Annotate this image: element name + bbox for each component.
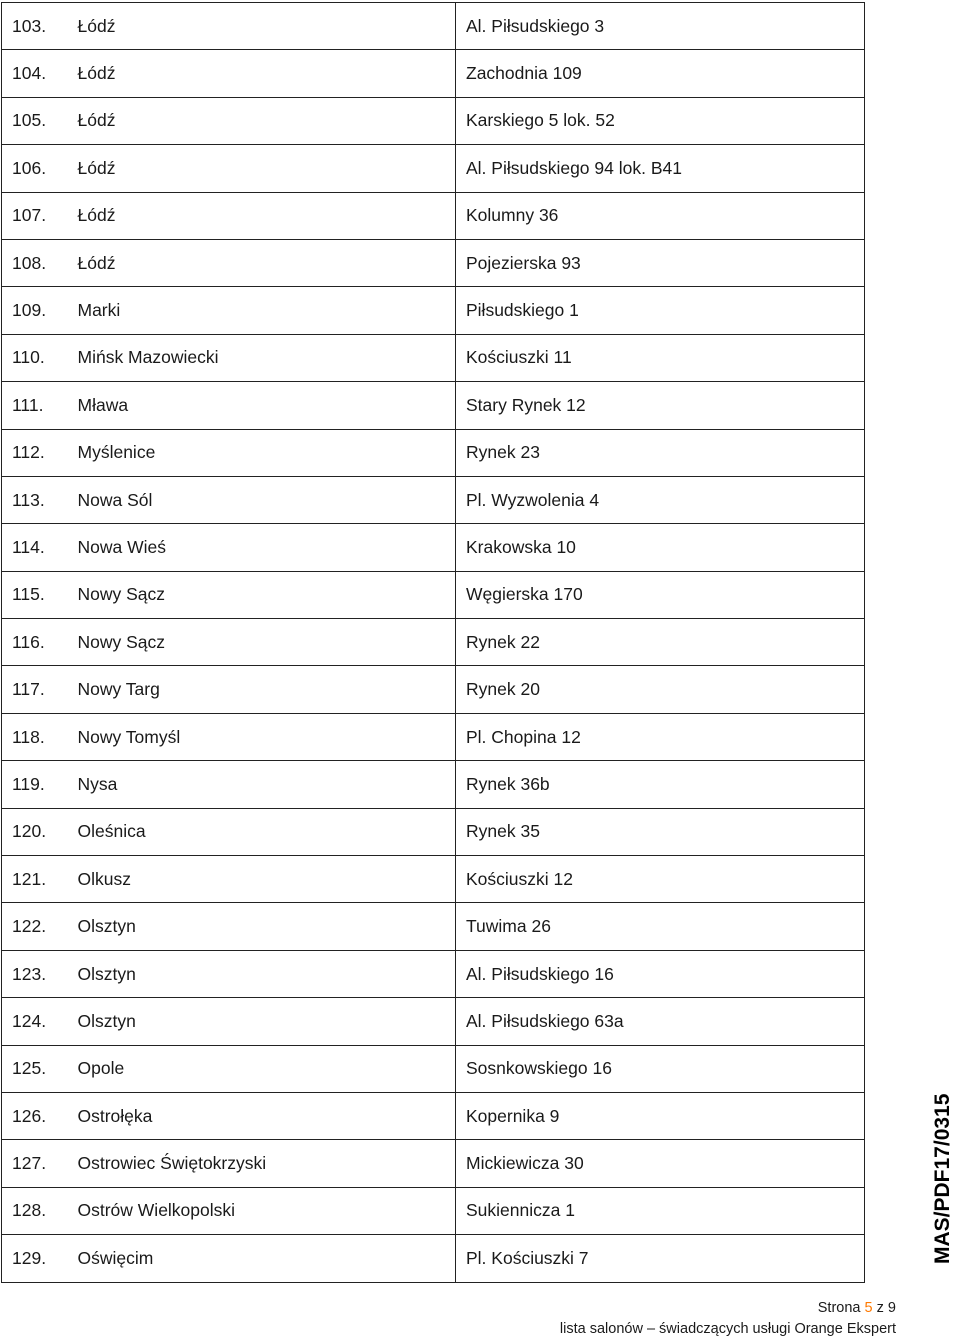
row-city: Ostrów Wielkopolski [68, 1187, 456, 1234]
page-footer [560, 1298, 896, 1340]
table-row [2, 334, 865, 381]
table-row [2, 1235, 865, 1282]
row-city: Nowa Wieś [68, 524, 456, 571]
table-row [2, 1092, 865, 1139]
row-address: Pojezierska 93 [456, 239, 865, 286]
table-row [2, 950, 865, 997]
row-address: Pl. Kościuszki 7 [456, 1235, 865, 1282]
table-row [2, 571, 865, 618]
table-row [2, 666, 865, 713]
row-city: Olkusz [68, 856, 456, 903]
table-row [2, 713, 865, 760]
row-address: Al. Piłsudskiego 63a [456, 998, 865, 1045]
row-address: Mickiewicza 30 [456, 1140, 865, 1187]
page-label: Strona [817, 1300, 861, 1316]
row-city: Olsztyn [68, 950, 456, 997]
row-city: Łódź [68, 50, 456, 97]
row-city: Łódź [68, 3, 456, 50]
row-number: 114. [2, 524, 68, 571]
row-number: 117. [2, 666, 68, 713]
row-address: Zachodnia 109 [456, 50, 865, 97]
row-city: Łódź [68, 145, 456, 192]
row-city: Olsztyn [68, 998, 456, 1045]
table-row [2, 476, 865, 523]
row-number: 108. [2, 239, 68, 286]
row-number: 111. [2, 382, 68, 429]
footer-subtitle: lista salonów – świadczących usługi Orange Ekspert [559, 1321, 896, 1337]
row-number: 110. [2, 334, 68, 381]
row-number: 129. [2, 1235, 68, 1282]
row-address: Pl. Wyzwolenia 4 [456, 476, 865, 523]
row-address: Stary Rynek 12 [456, 382, 865, 429]
page-total: 9 [887, 1300, 896, 1316]
row-city: Opole [68, 1045, 456, 1092]
table-row [2, 97, 865, 144]
row-number: 125. [2, 1045, 68, 1092]
row-city: Nowy Sącz [68, 619, 456, 666]
row-number: 103. [2, 3, 68, 50]
table-row [2, 239, 865, 286]
table-row [2, 192, 865, 239]
row-city: Ostrowiec Świętokrzyski [68, 1140, 456, 1187]
row-number: 109. [2, 287, 68, 334]
row-city: Ostrołęka [68, 1092, 456, 1139]
row-city: Nowy Targ [68, 666, 456, 713]
row-number: 121. [2, 856, 68, 903]
row-city: Łódź [68, 97, 456, 144]
row-number: 120. [2, 808, 68, 855]
row-city: Łódź [68, 239, 456, 286]
table-row [2, 145, 865, 192]
row-address: Piłsudskiego 1 [456, 287, 865, 334]
row-number: 107. [2, 192, 68, 239]
row-city: Nowa Sól [68, 476, 456, 523]
row-city: Oświęcim [68, 1235, 456, 1282]
row-number: 124. [2, 998, 68, 1045]
table-row [2, 1140, 865, 1187]
table-row [2, 619, 865, 666]
row-city: Myślenice [68, 429, 456, 476]
row-number: 115. [2, 571, 68, 618]
row-number: 123. [2, 950, 68, 997]
row-address: Kolumny 36 [456, 192, 865, 239]
row-address: Sukiennicza 1 [456, 1187, 865, 1234]
table-row [2, 1045, 865, 1092]
row-city: Oleśnica [68, 808, 456, 855]
row-number: 104. [2, 50, 68, 97]
row-address: Karskiego 5 lok. 52 [456, 97, 865, 144]
row-address: Węgierska 170 [456, 571, 865, 618]
row-address: Rynek 20 [456, 666, 865, 713]
row-number: 112. [2, 429, 68, 476]
table-row [2, 287, 865, 334]
row-city: Łódź [68, 192, 456, 239]
row-address: Al. Piłsudskiego 16 [456, 950, 865, 997]
row-city: Mława [68, 382, 456, 429]
table-row [2, 761, 865, 808]
table-row [2, 998, 865, 1045]
row-address: Rynek 22 [456, 619, 865, 666]
row-city: Marki [68, 287, 456, 334]
page-current: 5 [864, 1300, 873, 1316]
table-row [2, 1187, 865, 1234]
table-row [2, 382, 865, 429]
table-row [2, 3, 865, 50]
row-city: Nowy Tomyśl [68, 713, 456, 760]
row-number: 128. [2, 1187, 68, 1234]
row-city: Nowy Sącz [68, 571, 456, 618]
table-row [2, 856, 865, 903]
row-address: Sosnkowskiego 16 [456, 1045, 865, 1092]
row-city: Olsztyn [68, 903, 456, 950]
salon-list-body [2, 3, 865, 1283]
row-address: Kościuszki 11 [456, 334, 865, 381]
row-address: Al. Piłsudskiego 94 lok. B41 [456, 145, 865, 192]
row-number: 118. [2, 713, 68, 760]
row-address: Rynek 35 [456, 808, 865, 855]
row-address: Krakowska 10 [456, 524, 865, 571]
row-number: 126. [2, 1092, 68, 1139]
page-separator: z [876, 1300, 884, 1316]
row-address: Rynek 36b [456, 761, 865, 808]
row-address: Rynek 23 [456, 429, 865, 476]
row-number: 106. [2, 145, 68, 192]
row-number: 119. [2, 761, 68, 808]
row-number: 113. [2, 476, 68, 523]
row-city: Mińsk Mazowiecki [68, 334, 456, 381]
table-row [2, 524, 865, 571]
table-row [2, 429, 865, 476]
document-code: MAS/PDF17/0315 [931, 1093, 954, 1264]
row-number: 105. [2, 97, 68, 144]
row-address: Al. Piłsudskiego 3 [456, 3, 865, 50]
table-row [2, 903, 865, 950]
row-number: 127. [2, 1140, 68, 1187]
salon-list-table [1, 2, 865, 1283]
row-address: Tuwima 26 [456, 903, 865, 950]
row-address: Kościuszki 12 [456, 856, 865, 903]
page-indicator [560, 1298, 896, 1319]
row-address: Kopernika 9 [456, 1092, 865, 1139]
table-row [2, 50, 865, 97]
row-number: 116. [2, 619, 68, 666]
row-number: 122. [2, 903, 68, 950]
row-address: Pl. Chopina 12 [456, 713, 865, 760]
row-city: Nysa [68, 761, 456, 808]
table-row [2, 808, 865, 855]
